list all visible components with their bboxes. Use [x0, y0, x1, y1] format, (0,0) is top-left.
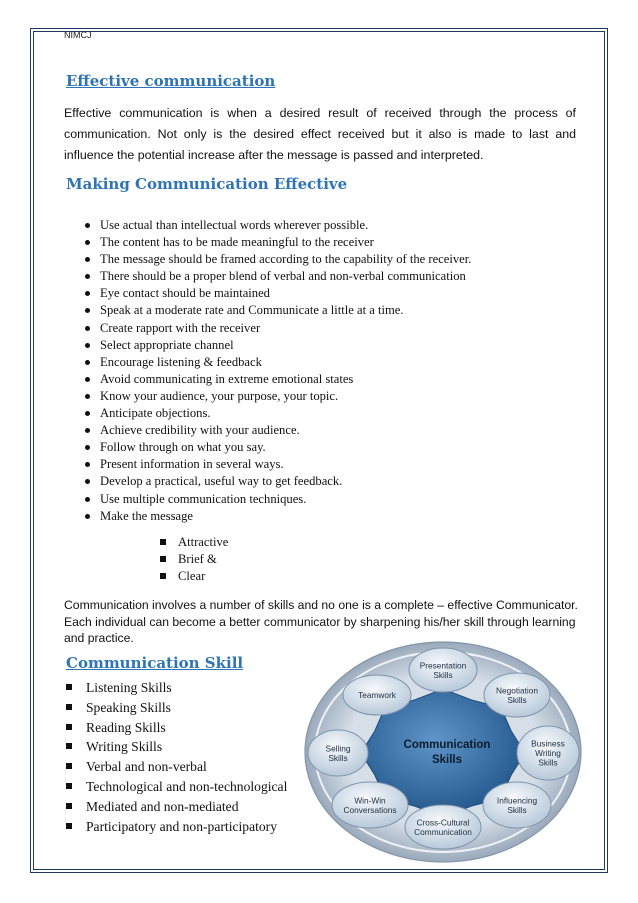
node-label: Communication	[414, 826, 472, 837]
node-negotiation-skills	[484, 673, 550, 717]
node-label: Negotiation	[496, 685, 538, 696]
list-item: There should be a proper blend of verbal and non-verbal communication	[84, 268, 471, 285]
list-item: Anticipate objections.	[84, 405, 471, 422]
list-item: Technological and non-technological	[66, 777, 287, 797]
node-cross-cultural-communication	[405, 805, 481, 849]
list-item: Clear	[160, 568, 228, 585]
hub-label-line-1: Communication	[403, 739, 491, 751]
skills-list	[66, 678, 287, 836]
node-label: Cross-Cultural	[416, 817, 470, 828]
node-business-writing-skills	[517, 726, 579, 780]
node-presentation-skills	[409, 648, 477, 692]
header-label: NIMCJ	[64, 30, 92, 40]
hub-label-line-2: Skills	[431, 754, 463, 766]
list-item: Avoid communicating in extreme emotional states	[84, 371, 471, 388]
node-label: Skills	[328, 752, 348, 763]
heading-making-communication-effective: Making Communication Effective	[66, 175, 348, 193]
node-influencing-skills	[483, 782, 551, 828]
node-label: Win-Win	[354, 795, 386, 806]
list-item: Verbal and non-verbal	[66, 757, 287, 777]
list-item: Speak at a moderate rate and Communicate a little at a time.	[84, 302, 471, 319]
list-item: Use multiple communication techniques.	[84, 491, 471, 508]
list-item: Make the message	[84, 508, 471, 525]
list-item: Brief &	[160, 551, 228, 568]
list-item: Develop a practical, useful way to get feedback.	[84, 473, 471, 490]
list-item: Present information in several ways.	[84, 456, 471, 473]
node-label: Selling	[325, 743, 351, 754]
node-label: Skills	[507, 694, 527, 705]
list-item: Know your audience, your purpose, your topic.	[84, 388, 471, 405]
list-item: Speaking Skills	[66, 698, 287, 718]
heading-effective-communication: Effective communication	[66, 72, 276, 90]
list-item: The message should be framed according to the capability of the receiver.	[84, 251, 471, 268]
paragraph-communication-skills: Communication involves a number of skills and no one is a complete – effective Communicator. Each individual can become a better communicator by sharpening his/her skill through learning and practice.	[64, 598, 578, 645]
node-selling-skills	[308, 730, 368, 776]
node-label: Writing	[535, 748, 561, 758]
list-item: The content has to be made meaningful to the receiver	[84, 234, 471, 251]
list-item: Mediated and non-mediated	[66, 797, 287, 817]
paragraph-effective-communication: Effective communication is when a desired result of received through the process of communication. Not only is the desired effect received but it also is made to last and influence the potential increase after the message is passed and interpreted.	[64, 106, 576, 162]
tips-list	[84, 217, 471, 525]
list-item: Attractive	[160, 534, 228, 551]
list-item: Select appropriate channel	[84, 337, 471, 354]
list-item: Achieve credibility with your audience.	[84, 422, 471, 439]
list-item: Create rapport with the receiver	[84, 320, 471, 337]
node-label: Conversations	[343, 804, 397, 815]
communication-skills-diagram	[303, 640, 583, 864]
list-item: Use actual than intellectual words wherever possible.	[84, 217, 471, 234]
node-teamwork	[343, 675, 411, 715]
list-item: Encourage listening & feedback	[84, 354, 471, 371]
node-label: Teamwork	[358, 690, 396, 700]
list-item: Eye contact should be maintained	[84, 285, 471, 302]
node-win-win-conversations	[332, 782, 408, 828]
message-qualities-list	[160, 534, 228, 585]
node-label: Skills	[507, 804, 527, 815]
node-label: Skills	[538, 757, 558, 768]
heading-communication-skill: Communication Skill	[66, 654, 244, 672]
list-item: Writing Skills	[66, 737, 287, 757]
list-item: Follow through on what you say.	[84, 439, 471, 456]
node-label: Influencing	[496, 795, 538, 806]
list-item: Reading Skills	[66, 718, 287, 738]
node-label: Skills	[433, 669, 453, 680]
list-item: Listening Skills	[66, 678, 287, 698]
list-item: Participatory and non-participatory	[66, 817, 287, 837]
node-label: Business	[531, 738, 565, 749]
node-label: Presentation	[419, 660, 467, 671]
